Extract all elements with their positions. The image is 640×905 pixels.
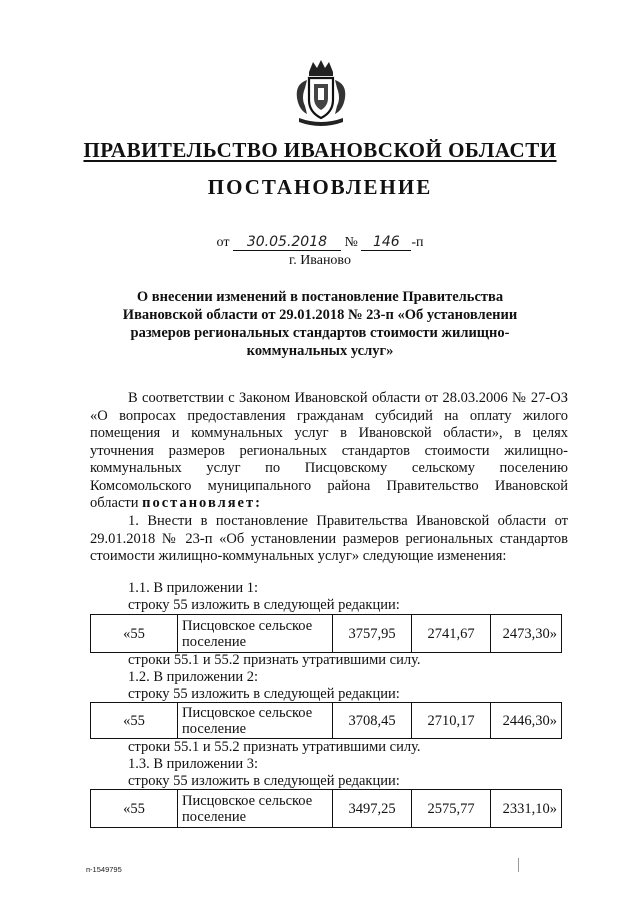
row-settlement-name: Писцовское сельское поселение [178, 790, 333, 828]
row-value-2: 2710,17 [412, 703, 491, 739]
document-registry-id: п-1549795 [86, 865, 122, 874]
section-1-2-after: строки 55.1 и 55.2 признать утратившими силу. [128, 739, 421, 755]
number-sign: № [344, 235, 358, 250]
document-subject: О внесении изменений в постановление Правительства Ивановской области от 29.01.2018 № 23-п «Об установлении размеров региональных стандартов стоимости жилищно-коммунальных услуг» [122, 289, 518, 359]
row-number: «55 [91, 703, 178, 739]
row-value-2: 2575,77 [412, 790, 491, 828]
preamble-paragraph [90, 390, 568, 513]
table-row-1-3 [90, 789, 562, 828]
section-1-1-after: строки 55.1 и 55.2 признать утратившими силу. [128, 652, 421, 668]
section-1-2-instruction: строку 55 изложить в следующей редакции: [128, 686, 400, 702]
handwritten-date: 30.05.2018 [233, 234, 341, 251]
document-type: ПОСТАНОВЛЕНИЕ [207, 175, 433, 199]
row-settlement-name: Писцовское сельское поселение [178, 615, 333, 653]
city-name: г. Иваново [289, 253, 351, 268]
date-number-line [0, 234, 640, 251]
row-value-1: 3708,45 [333, 703, 412, 739]
row-value-2: 2741,67 [412, 615, 491, 653]
number-suffix: -п [411, 235, 424, 250]
table-row-1-1 [90, 614, 562, 653]
section-1-3-heading: 1.3. В приложении 3: [128, 756, 259, 772]
ivanovo-coat-of-arms-icon [289, 58, 353, 128]
row-value-3: 2473,30» [491, 615, 562, 653]
section-1-1-heading: 1.1. В приложении 1: [128, 580, 259, 596]
section-1-2-heading: 1.2. В приложении 2: [128, 669, 259, 685]
decree-word: постановляет: [142, 495, 262, 511]
row-value-1: 3497,25 [333, 790, 412, 828]
table-row-1-2 [90, 702, 562, 739]
table-row [91, 790, 562, 828]
table-row [91, 703, 562, 739]
section-1-1-instruction: строку 55 изложить в следующей редакции: [128, 597, 400, 613]
row-value-3: 2331,10» [491, 790, 562, 828]
row-value-1: 3757,95 [333, 615, 412, 653]
row-settlement-name: Писцовское сельское поселение [178, 703, 333, 739]
point-1-paragraph: 1. Внести в постановление Правительства Ивановской области от 29.01.2018 № 23-п «Об установлении размеров региональных стандартов стоимости жилищно-коммунальных услуг» следующие изменения: [90, 513, 568, 564]
government-title-text: ПРАВИТЕЛЬСТВО ИВАНОВСКОЙ ОБЛАСТИ [83, 138, 557, 162]
date-prefix: от [216, 235, 230, 250]
preamble-text: В соответствии с Законом Ивановской области от 28.03.2006 № 27-ОЗ «О вопросах предоставления гражданам субсидий на оплату жилого помещения и коммунальных услуг в Ивановской области», в целях уточнения размеров региональных стандартов стоимости жилищно-коммунальных услуг по Писцовскому сельскому поселению Комсомольского муниципального района Правительство Ивановской области [90, 390, 568, 511]
section-1-3-instruction: строку 55 изложить в следующей редакции: [128, 773, 400, 789]
government-title [0, 138, 640, 163]
handwritten-number: 146 [361, 234, 411, 251]
row-number: «55 [91, 615, 178, 653]
table-row [91, 615, 562, 653]
row-value-3: 2446,30» [491, 703, 562, 739]
row-number: «55 [91, 790, 178, 828]
scan-mark [518, 858, 519, 872]
